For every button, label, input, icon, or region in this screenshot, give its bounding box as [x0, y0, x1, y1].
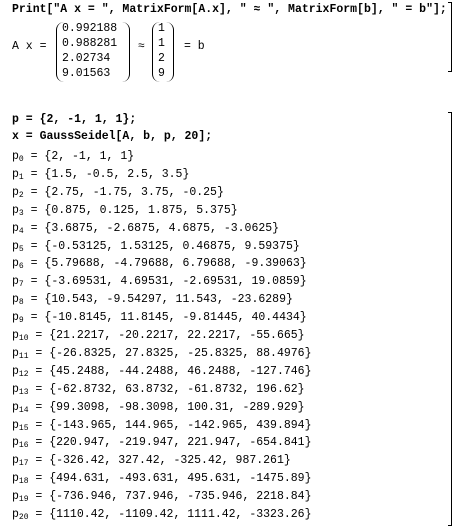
- iteration-index: 10: [18, 334, 29, 343]
- matrix-b-entry: 1: [158, 22, 165, 35]
- iteration-row: [12, 383, 305, 400]
- iteration-index: 9: [18, 316, 24, 326]
- iteration-index: 2: [18, 190, 24, 200]
- iteration-row: [12, 436, 311, 453]
- iteration-var: p: [12, 400, 19, 414]
- right-paren-ax: [122, 22, 130, 82]
- iteration-var: p: [12, 185, 19, 199]
- iteration-row: [12, 186, 224, 203]
- iteration-var: p: [12, 490, 19, 504]
- matrix-ax-entry: 0.992188: [62, 22, 118, 35]
- matrix-ax-entry: 9.01563: [62, 67, 111, 80]
- matrix-ax-entry: 0.988281: [62, 37, 118, 50]
- iteration-value: = {21.2217, -20.2217, 22.2217, -55.665}: [35, 329, 305, 342]
- iteration-value: = {0.875, 0.125, 1.875, 5.375}: [30, 203, 238, 217]
- iteration-var: p: [12, 311, 19, 325]
- iteration-var: p: [12, 454, 19, 468]
- iteration-var: p: [12, 239, 19, 253]
- iteration-row: [12, 150, 134, 167]
- iteration-row: [12, 240, 300, 257]
- output-rhs: = b: [184, 40, 205, 53]
- iteration-index: 20: [18, 513, 29, 522]
- iteration-index: 13: [18, 387, 29, 397]
- iteration-row: [12, 490, 311, 507]
- iteration-row: [12, 508, 311, 525]
- iteration-value: = {2, -1, 1, 1}: [30, 150, 135, 163]
- right-paren-b: [166, 22, 174, 82]
- matrix-ax-entry: 2.02734: [62, 52, 111, 65]
- iteration-value: = {1.5, -0.5, 2.5, 3.5}: [30, 167, 190, 181]
- iteration-var: p: [12, 418, 19, 432]
- iteration-var: p: [12, 257, 19, 271]
- iteration-value: = {-10.8145, 11.8145, -9.81445, 40.4434}: [30, 311, 307, 325]
- iteration-value: = {220.947, -219.947, 221.947, -654.841}: [35, 436, 312, 450]
- output-lhs: A x =: [12, 40, 47, 53]
- iteration-var: p: [12, 150, 19, 163]
- iteration-var: p: [12, 346, 19, 360]
- iteration-index: 11: [18, 351, 29, 361]
- iteration-value: = {-143.965, 144.965, -142.965, 439.894}: [35, 418, 312, 432]
- iteration-row: [12, 222, 279, 239]
- iteration-index: 4: [18, 226, 24, 236]
- iteration-index: 6: [18, 262, 24, 272]
- iteration-value: = {494.631, -493.631, 495.631, -1475.89}: [35, 472, 312, 486]
- iteration-row: [12, 275, 307, 292]
- iteration-index: 8: [18, 298, 24, 308]
- iteration-var: p: [12, 382, 19, 396]
- iteration-var: p: [12, 329, 19, 342]
- iteration-row: [12, 311, 307, 328]
- iteration-index: 15: [18, 423, 29, 433]
- iteration-var: p: [12, 221, 19, 235]
- iteration-var: p: [12, 167, 19, 181]
- matrix-b-entry: 1: [158, 37, 165, 50]
- iteration-row: [12, 419, 311, 436]
- iteration-index: 18: [18, 477, 29, 487]
- iteration-row: [12, 472, 311, 489]
- iteration-var: p: [12, 293, 19, 307]
- iteration-index: 1: [18, 172, 24, 182]
- iteration-index: 17: [18, 459, 29, 469]
- iteration-row: [12, 293, 293, 310]
- matrix-b-entry: 2: [158, 52, 165, 65]
- input-cell-p[interactable]: p = {2, -1, 1, 1};: [12, 113, 137, 126]
- iteration-index: 12: [18, 369, 29, 379]
- iteration-index: 16: [18, 441, 29, 451]
- iteration-value: = {-326.42, 327.42, -325.42, 987.261}: [35, 454, 291, 468]
- iteration-row: [12, 365, 311, 382]
- iteration-value: = {2.75, -1.75, 3.75, -0.25}: [30, 185, 224, 199]
- iteration-value: = {-736.946, 737.946, -735.946, 2218.84}: [35, 490, 312, 504]
- approx-sign: ≈: [138, 40, 145, 53]
- iteration-row: [12, 401, 305, 418]
- iteration-row: [12, 204, 238, 221]
- iteration-value: = {99.3098, -98.3098, 100.31, -289.929}: [35, 400, 305, 414]
- iteration-value: = {-3.69531, 4.69531, -2.69531, 19.0859}: [30, 275, 307, 289]
- iteration-index: 3: [18, 208, 24, 218]
- iteration-row: [12, 329, 305, 346]
- iteration-value: = {3.6875, -2.6875, 4.6875, -3.0625}: [30, 221, 280, 235]
- iteration-index: 7: [18, 280, 24, 290]
- input-cell-gaussseidel[interactable]: x = GaussSeidel[A, b, p, 20];: [12, 130, 213, 143]
- iteration-var: p: [12, 472, 19, 486]
- matrix-b-entry: 9: [158, 67, 165, 80]
- iteration-value: = {5.79688, -4.79688, 6.79688, -9.39063}: [30, 257, 307, 271]
- iteration-row: [12, 347, 311, 364]
- iteration-var: p: [12, 275, 19, 289]
- iteration-var: p: [12, 508, 19, 521]
- iteration-index: 5: [18, 244, 24, 254]
- iteration-value: = {-62.8732, 63.8732, -61.8732, 196.62}: [35, 382, 305, 396]
- iteration-index: 14: [18, 405, 29, 415]
- iteration-index: 0: [18, 155, 24, 164]
- iteration-value: = {45.2488, -44.2488, 46.2488, -127.746}: [35, 364, 312, 378]
- iteration-row: [12, 168, 189, 185]
- iteration-row: [12, 454, 291, 471]
- iteration-value: = {-0.53125, 1.53125, 0.46875, 9.59375}: [30, 239, 300, 253]
- cell-bracket-2[interactable]: [445, 112, 452, 526]
- iteration-var: p: [12, 436, 19, 450]
- iteration-var: p: [12, 203, 19, 217]
- iteration-index: 19: [18, 495, 29, 505]
- iteration-value: = {1110.42, -1109.42, 1111.42, -3323.26}: [35, 508, 312, 521]
- iteration-row: [12, 257, 307, 274]
- iteration-value: = {10.543, -9.54297, 11.543, -23.6289}: [30, 293, 293, 307]
- iteration-value: = {-26.8325, 27.8325, -25.8325, 88.4976}: [35, 346, 312, 360]
- input-cell-print[interactable]: Print["A x = ", MatrixForm[A.x], " ≈ ", MatrixForm[b], " = b"];: [12, 3, 447, 16]
- iteration-var: p: [12, 364, 19, 378]
